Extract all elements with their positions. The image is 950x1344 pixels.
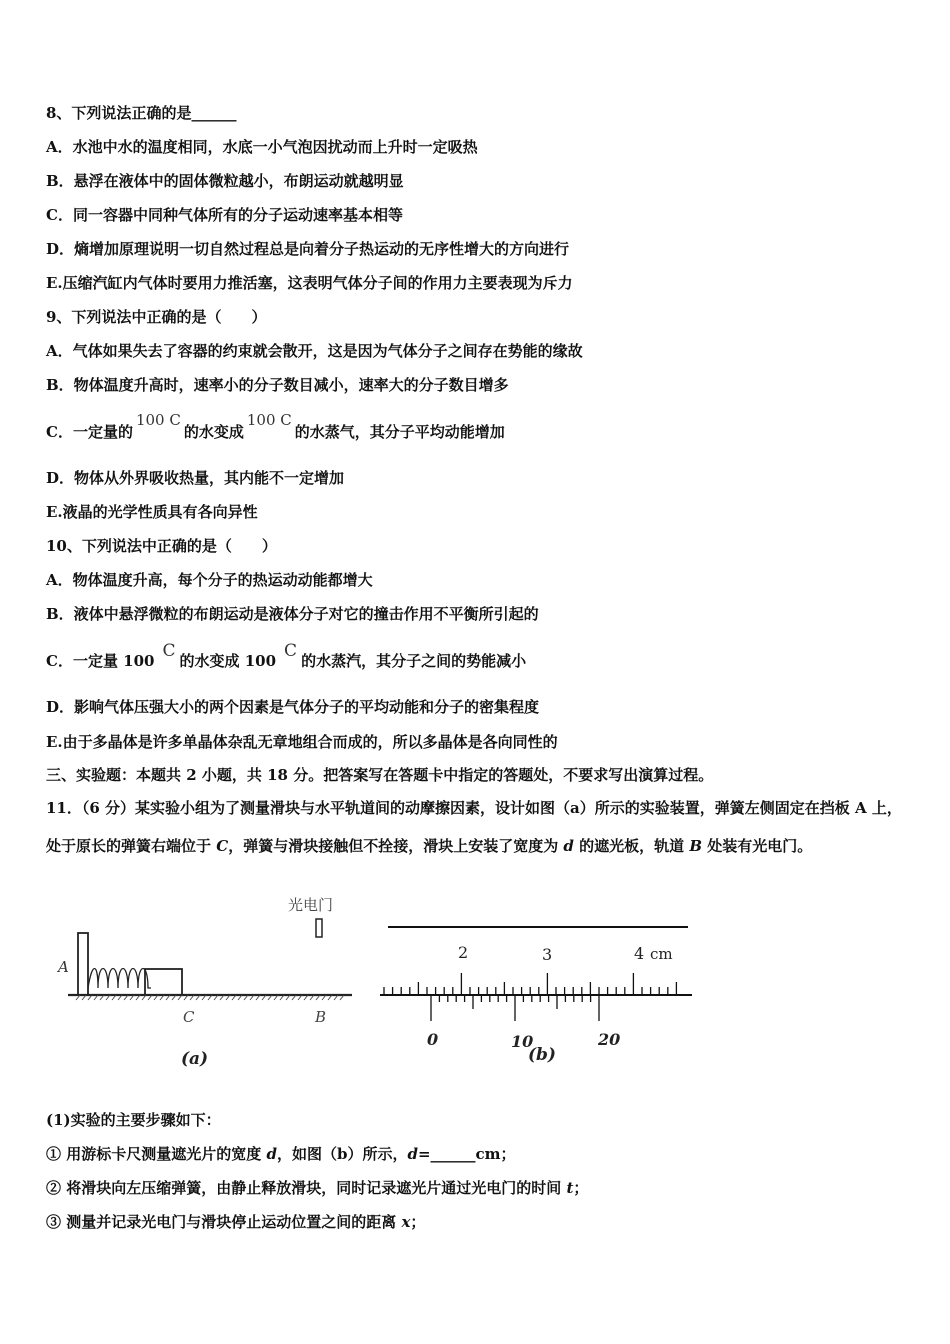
photogate-label: 光电门: [288, 896, 334, 914]
section-heading: 三、实验题：本题共 2 小题，共 18 分。把答案写在答题卡中指定的答题处，不要求写出演算过程。: [46, 766, 714, 784]
slider-block: [145, 969, 182, 995]
step2-t: t: [566, 1179, 574, 1197]
q9-c-text-3: 的水蒸气，其分子平均动能增加: [294, 423, 505, 441]
main-label-3: 3: [542, 945, 553, 964]
step-1: [46, 1144, 516, 1164]
q9-option-d: D．物体从外界吸收热量，其内能不一定增加: [46, 469, 345, 487]
step1-text-2: ，如图（b）所示，: [276, 1145, 408, 1163]
step1-text-3: =______cm；: [417, 1145, 516, 1163]
q11-point-c: C: [216, 837, 229, 855]
q11-point-b: B: [689, 837, 703, 855]
q11-intro-text-3: 的遮光板，轨道: [573, 837, 690, 855]
figure-b-vernier: [370, 915, 700, 1065]
figure-a-caption: (a): [181, 1049, 209, 1069]
q11-intro-text-2: ，弹簧与滑块接触但不拴接，滑块上安装了宽度为: [228, 837, 564, 855]
step-2: [46, 1178, 588, 1198]
q10-c-text-1: C．一定量 100: [46, 652, 155, 670]
q9-c-text-1: C．一定量的: [46, 423, 133, 441]
q8-option-c: C．同一容器中同种气体所有的分子运动速率基本相等: [46, 206, 403, 224]
temperature-100c: 100 C: [246, 411, 292, 429]
step1-d: d: [266, 1145, 277, 1163]
q9-c-text-2: 的水变成: [183, 423, 244, 441]
photogate-icon: [316, 919, 322, 937]
celsius-unit: C: [284, 641, 298, 661]
label-a: A: [58, 958, 69, 976]
q10-c-text-2: 的水变成 100: [179, 652, 277, 670]
main-label-2: 2: [458, 943, 469, 962]
baffle-a: [78, 933, 88, 995]
step1-d-answer: d: [407, 1145, 418, 1163]
q9-option-a: A．气体如果失去了容器的约束就会散开，这是因为气体分子之间存在势能的缘故: [46, 342, 583, 360]
step3-text-1: ③ 测量并记录光电门与滑块停止运动位置之间的距离: [46, 1213, 402, 1231]
step1-text-1: ① 用游标卡尺测量遮光片的宽度: [46, 1145, 267, 1163]
q10-option-a: A．物体温度升高，每个分子的热运动动能都增大: [46, 571, 373, 589]
label-b: B: [315, 1008, 327, 1026]
q9-option-c: [46, 411, 505, 442]
q8-option-b: B．悬浮在液体中的固体微粒越小，布朗运动就越明显: [46, 172, 404, 190]
q10-stem: 10、下列说法中正确的是（ ）: [46, 537, 277, 555]
q11-width-d: d: [563, 837, 574, 855]
step3-x: x: [401, 1213, 411, 1231]
q8-option-a: A．水池中水的温度相同，水底一小气泡因扰动而上升时一定吸热: [46, 138, 478, 156]
vernier-label-0: 0: [427, 1030, 439, 1049]
unit-label: cm: [650, 945, 673, 963]
q8-option-e: E.压缩汽缸内气体时要用力推活塞，这表明气体分子间的作用力主要表现为斥力: [46, 274, 573, 292]
q10-c-text-3: 的水蒸汽，其分子之间的势能减小: [301, 652, 527, 670]
steps-title: (1)实验的主要步骤如下：: [46, 1111, 221, 1129]
figure-a-apparatus: [50, 890, 360, 1080]
q9-stem: 9、下列说法中正确的是（ ）: [46, 308, 267, 326]
step-3: [46, 1212, 425, 1232]
q8-option-d: D．熵增加原理说明一切自然过程总是向着分子热运动的无序性增大的方向进行: [46, 240, 570, 258]
label-c: C: [183, 1008, 195, 1026]
figure-b-caption: (b): [528, 1045, 556, 1065]
q10-option-d: D．影响气体压强大小的两个因素是气体分子的平均动能和分子的密集程度: [46, 698, 540, 716]
q8-stem: 8、下列说法正确的是______: [46, 104, 237, 122]
spring-icon: [88, 969, 151, 989]
q9-option-b: B．物体温度升高时，速率小的分子数目减小，速率大的分子数目增多: [46, 376, 509, 394]
vernier-scale-ticks: [431, 995, 599, 1021]
q9-option-e: E.液晶的光学性质具有各向异性: [46, 503, 258, 521]
q11-intro-text-1: 11．（6 分）某实验小组为了测量滑块与水平轨道间的动摩擦因素，设计如图（a）所示的实验装置，弹簧左侧固定在挡板 A 上，处于原长的弹簧右端位于: [46, 799, 902, 855]
vernier-label-10: 10: [511, 1032, 534, 1051]
q11-intro-text-4: 处装有光电门。: [702, 837, 813, 855]
step2-text-2: ；: [573, 1179, 589, 1197]
q10-option-b: B．液体中悬浮微粒的布朗运动是液体分子对它的撞击作用不平衡所引起的: [46, 605, 539, 623]
temperature-100c: 100 C: [135, 411, 181, 429]
q11-intro: [46, 789, 906, 865]
q10-option-e: E.由于多晶体是许多单晶体杂乱无章地组合而成的，所以多晶体是各向同性的: [46, 733, 558, 751]
vernier-label-20: 20: [598, 1030, 621, 1049]
main-label-4: 4: [634, 944, 645, 963]
step2-text-1: ② 将滑块向左压缩弹簧，由静止释放滑块，同时记录遮光片通过光电门的时间: [46, 1179, 567, 1197]
q10-option-c: [46, 641, 527, 671]
main-scale-ticks: [384, 973, 676, 995]
celsius-unit: C: [162, 641, 176, 661]
step3-text-2: ；: [410, 1213, 426, 1231]
